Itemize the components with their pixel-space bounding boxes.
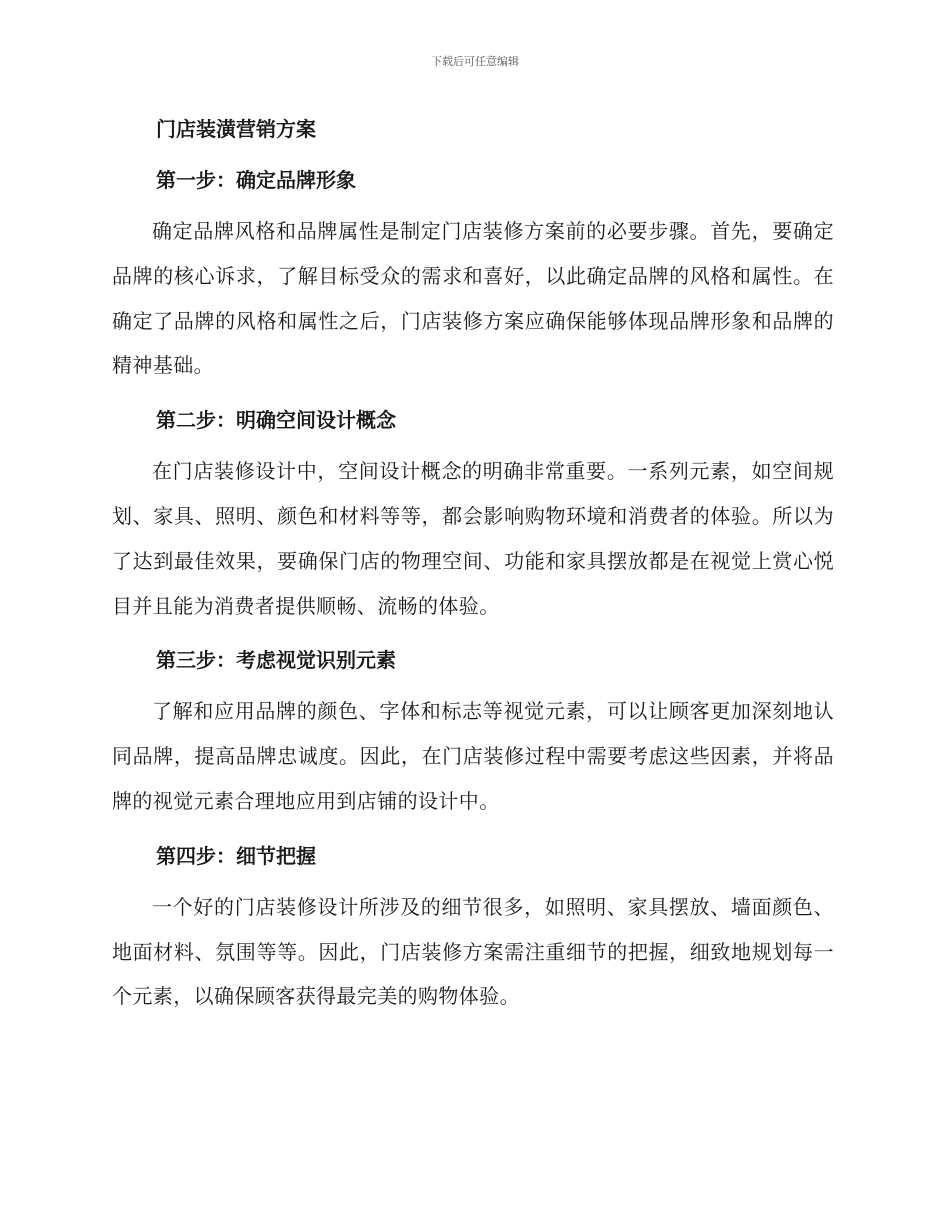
step-paragraph: 确定品牌风格和品牌属性是制定门店装修方案前的必要步骤。首先，要确定品牌的核心诉求，了解目标受众的需求和喜好，以此确定品牌的风格和属性。在确定了品牌的风格和属性之后，门店装修方案应确保能够体现品牌形象和品牌的精神基础。 [112,219,834,378]
step-section-2 [112,401,834,628]
step-section-4 [112,837,834,1019]
step-heading: 第二步：明确空间设计概念 [156,408,396,433]
step-section-1 [112,161,834,388]
step-heading: 第四步：细节把握 [156,843,316,868]
step-heading: 第三步：考虑视觉识别元素 [156,648,396,673]
step-paragraph: 在门店装修设计中，空间设计概念的明确非常重要。一系列元素，如空间规划、家具、照明、颜色和材料等等，都会影响购物环境和消费者的体验。所以为了达到最佳效果，要确保门店的物理空间、功能和家具摆放都是在视觉上赏心悦目并且能为消费者提供顺畅、流畅的体验。 [112,459,834,618]
step-paragraph: 一个好的门店装修设计所涉及的细节很多，如照明、家具摆放、墙面颜色、地面材料、氛围等等。因此，门店装修方案需注重细节的把握，细致地规划每一个元素，以确保顾客获得最完美的购物体验。 [112,894,834,1009]
document-body [112,110,834,1032]
step-section-3 [112,641,834,823]
document-title: 门店装潢营销方案 [156,117,316,141]
step-paragraph: 了解和应用品牌的颜色、字体和标志等视觉元素，可以让顾客更加深刻地认同品牌，提高品牌忠诚度。因此，在门店装修过程中需要考虑这些因素，并将品牌的视觉元素合理地应用到店铺的设计中。 [112,699,834,813]
step-heading: 第一步：确定品牌形象 [156,168,356,192]
page-header-note: 下载后可任意编辑 [431,55,519,68]
